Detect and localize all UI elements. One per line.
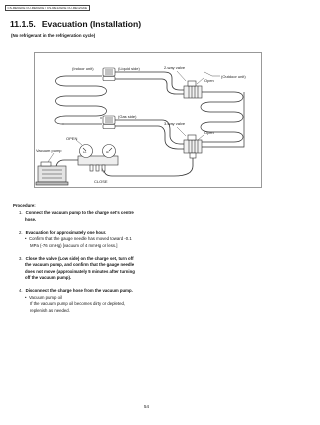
step-3-line-2: the vacuum pump, and confirm that the gauge needle <box>25 262 135 268</box>
step-2-bullet: • Confirm that the gauge needle has moved toward -0.1 <box>13 236 283 242</box>
step-2-line-1: 2. Evacuation for approximately one hour. <box>19 230 107 236</box>
two-way-valve <box>184 81 202 98</box>
step-4-bullet: • Vacuum pump oil <box>13 295 283 301</box>
gas-side-label: (Gas side) <box>118 114 137 119</box>
step-3-line-1: 3. Close the valve (Low side) on the charge set, turn off <box>19 256 134 262</box>
step-3-line-4: off the vacuum pump). <box>25 275 72 281</box>
procedure-section <box>13 203 283 321</box>
procedure-step-3 <box>13 256 283 282</box>
open-label-left: OPEN <box>66 136 78 141</box>
step-4-bullet-cont-1: If the vacuum pump oil becomes dirty or depleted, <box>30 301 126 307</box>
step-2-bullet-cont: MPa (-76 cmHg) [vacuum of 4 mmHg or less.] <box>30 242 118 248</box>
step-4-bullet-cont-2: replenish as needed. <box>30 307 70 313</box>
indoor-unit-coil <box>55 76 107 124</box>
gas-side-flare-nut <box>103 116 115 129</box>
procedure-heading: Procedure: <box>13 203 36 208</box>
outdoor-unit-label: (Outdoor unit) <box>221 74 246 79</box>
section-subtitle: (No refrigerant in the refrigeration cycle) <box>11 33 96 38</box>
model-code-box: CS-RE9GKE CU-RE9GKE / CS-RE12GKE CU-RE12GKE <box>5 5 90 11</box>
step-1-line-1: 1. Connect the vacuum pump to the charge set's centre <box>19 210 134 216</box>
indoor-unit-label: (Indoor unit) <box>72 66 94 71</box>
step-3-line-3: does not move (approximately 5 minutes after turning <box>25 268 135 274</box>
liquid-pipe <box>115 72 184 94</box>
procedure-step-2 <box>13 230 283 249</box>
procedure-step-4 <box>13 288 283 314</box>
section-title-text: Evacuation (Installation) <box>41 19 142 29</box>
step-4-line-1: 4. Disconnect the charge hose from the vacuum pump. <box>19 288 133 294</box>
liquid-side-flare-nut <box>103 68 115 81</box>
vacuum-pump <box>36 162 68 185</box>
close-label: CLOSE <box>94 179 108 184</box>
section-number: 11.1.5. <box>10 19 36 29</box>
outdoor-unit-coil <box>201 92 244 147</box>
evacuation-diagram <box>34 52 262 188</box>
step-1-line-2: hose. <box>25 216 37 222</box>
vacuum-pump-label: Vacuum pump <box>36 148 62 153</box>
procedure-step-1 <box>13 210 283 223</box>
page-number: 54 <box>144 404 149 409</box>
open-label-lower: Open <box>204 130 214 135</box>
open-label-upper: Open <box>204 78 214 83</box>
gauge-low-label: Lo <box>83 150 87 154</box>
gauge-high-label: Hi <box>106 150 109 154</box>
three-way-valve-label: 3-way valve <box>164 121 186 126</box>
three-way-valve <box>184 135 202 158</box>
manifold-gauge-set <box>78 145 118 172</box>
liquid-side-label: (Liquid side) <box>118 66 140 71</box>
two-way-valve-label: 2-way valve <box>164 65 186 70</box>
section-title <box>10 19 141 29</box>
